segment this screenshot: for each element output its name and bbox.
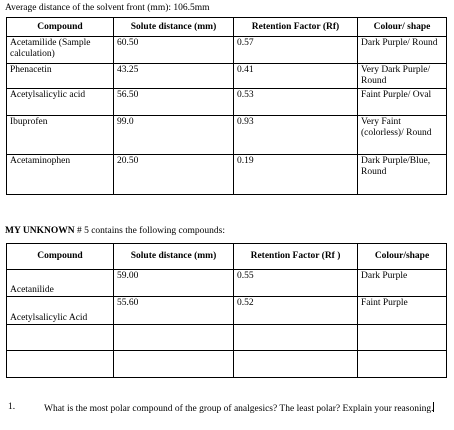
table-row xyxy=(7,89,447,116)
rf-cell: 0.41 xyxy=(234,64,358,89)
col-header: Compound xyxy=(7,18,114,37)
rf-cell: 0.19 xyxy=(234,155,358,195)
unknown-description: # 5 contains the following compounds: xyxy=(74,226,225,236)
unknown-heading xyxy=(5,226,225,236)
colour-cell: Dark Purple/ Round xyxy=(358,37,447,64)
col-header: Retention Factor (Rf ) xyxy=(234,244,358,270)
col-header: Solute distance (mm) xyxy=(114,244,234,270)
distance-cell: 99.0 xyxy=(114,116,234,155)
rf-cell: 0.55 xyxy=(234,270,358,297)
table-row xyxy=(7,116,447,155)
col-header: Retention Factor (Rf) xyxy=(234,18,358,37)
rf-cell: 0.52 xyxy=(234,297,358,325)
colour-cell xyxy=(358,351,447,378)
solvent-front-line: Average distance of the solvent front (mm): 106.5mm xyxy=(5,3,210,13)
compound-cell: Acetylsalicylic acid xyxy=(7,89,114,116)
colour-cell xyxy=(358,325,447,351)
rf-cell xyxy=(234,325,358,351)
compound-cell: Acetaminophen xyxy=(7,155,114,195)
colour-cell: Dark Purple/Blue, Round xyxy=(358,155,447,195)
distance-cell xyxy=(114,351,234,378)
rf-cell: 0.53 xyxy=(234,89,358,116)
compound-cell xyxy=(7,325,114,351)
table-row xyxy=(7,351,447,378)
compound-cell: Acetylsalicylic Acid xyxy=(7,297,114,325)
table-row xyxy=(7,325,447,351)
colour-cell: Faint Purple/ Oval xyxy=(358,89,447,116)
col-header: Colour/ shape xyxy=(358,18,447,37)
rf-cell: 0.93 xyxy=(234,116,358,155)
distance-cell: 43.25 xyxy=(114,64,234,89)
compound-cell: Phenacetin xyxy=(7,64,114,89)
distance-cell xyxy=(114,325,234,351)
text-cursor xyxy=(433,402,434,412)
col-header: Colour/shape xyxy=(358,244,447,270)
col-header: Compound xyxy=(7,244,114,270)
distance-cell: 55.60 xyxy=(114,297,234,325)
colour-cell: Very Faint (colorless)/ Round xyxy=(358,116,447,155)
distance-cell: 20.50 xyxy=(114,155,234,195)
unknown-label: MY UNKNOWN xyxy=(5,226,75,236)
table-header-row xyxy=(7,18,447,37)
distance-cell: 59.00 xyxy=(114,270,234,297)
distance-cell: 56.50 xyxy=(114,89,234,116)
rf-cell xyxy=(234,351,358,378)
compound-cell: Acetamilide (Sample calculation) xyxy=(7,37,114,64)
distance-cell: 60.50 xyxy=(114,37,234,64)
unknown-table xyxy=(6,243,447,378)
rf-cell: 0.57 xyxy=(234,37,358,64)
table-row xyxy=(7,64,447,89)
standards-table xyxy=(6,17,447,195)
col-header: Solute distance (mm) xyxy=(114,18,234,37)
compound-cell xyxy=(7,351,114,378)
colour-cell: Dark Purple xyxy=(358,270,447,297)
compound-cell: Ibuprofen xyxy=(7,116,114,155)
table-row xyxy=(7,297,447,325)
question-text-field[interactable] xyxy=(44,402,449,416)
colour-cell: Very Dark Purple/ Round xyxy=(358,64,447,89)
compound-cell: Acetanilide xyxy=(7,270,114,297)
colour-cell: Faint Purple xyxy=(358,297,447,325)
table-header-row xyxy=(7,244,447,270)
table-row xyxy=(7,270,447,297)
question-number: 1. xyxy=(8,402,16,412)
table-row xyxy=(7,155,447,195)
table-row xyxy=(7,37,447,64)
question-text: What is the most polar compound of the group of analgesics? The least polar? Explain your reasoning. xyxy=(44,404,434,414)
